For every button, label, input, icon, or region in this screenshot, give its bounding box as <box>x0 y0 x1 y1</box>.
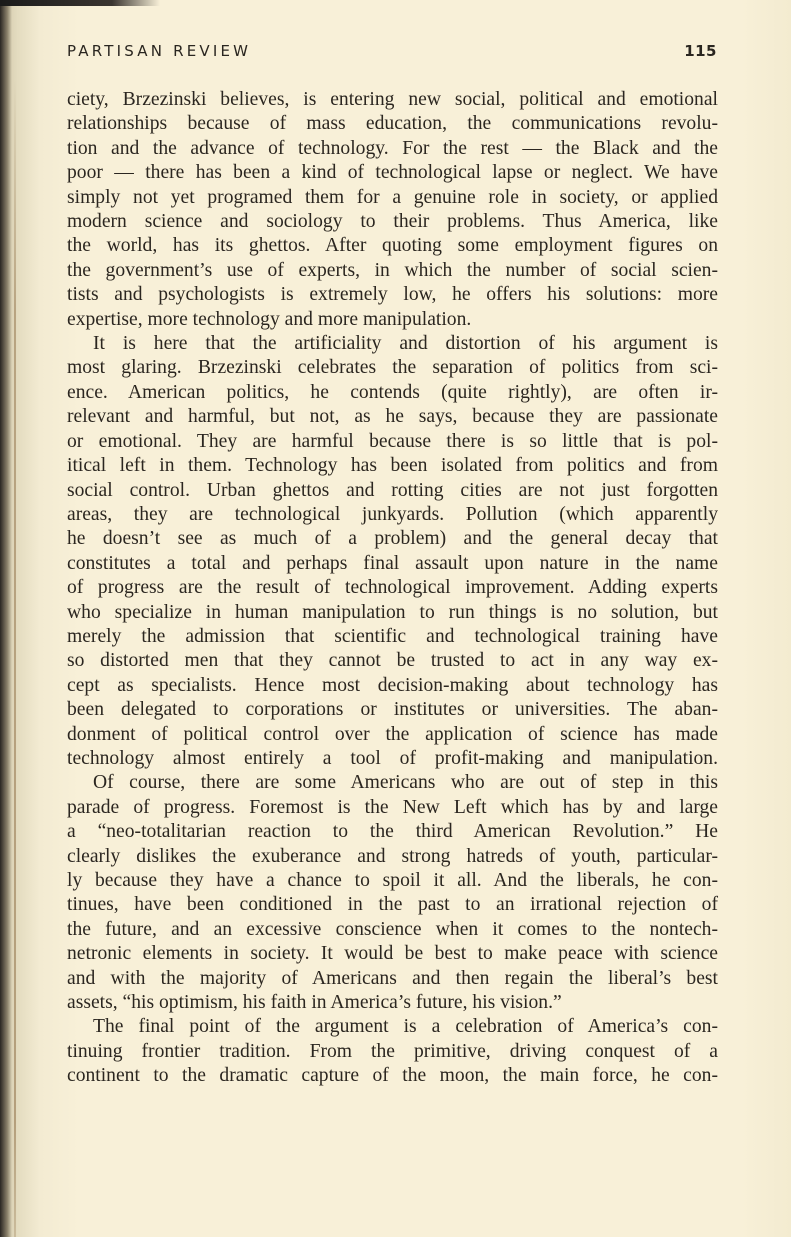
text-line: of progress are the result of technological improvement. Adding experts <box>67 577 718 599</box>
text-line: most glaring. Brzezinski celebrates the separation of politics from sci- <box>67 357 718 379</box>
text-line: modern science and sociology to their problems. Thus America, like <box>67 211 718 233</box>
text-line: relevant and harmful, but not, as he says, because they are passionate <box>67 406 718 428</box>
text-line: tinues, have been conditioned in the past to an irrational rejection of <box>67 894 718 916</box>
text-line: expertise, more technology and more manipulation. <box>67 308 472 330</box>
text-line: merely the admission that scientific and technological training have <box>67 625 718 647</box>
scan-shadow <box>0 0 160 6</box>
text-line: donment of political control over the application of science has made <box>67 723 718 745</box>
text-line: who specialize in human manipulation to run things is no solution, but <box>67 601 718 623</box>
page-header <box>67 42 717 66</box>
paragraph-first-line: The final point of the argument is a celebration of America’s con- <box>93 1016 718 1038</box>
paragraph-first-line: Of course, there are some Americans who are out of step in this <box>93 772 718 794</box>
text-line: social control. Urban ghettos and rotting cities are not just forgotten <box>67 479 718 501</box>
text-line: tists and psychologists is extremely low, he offers his solutions: more <box>67 284 718 306</box>
book-binding-edge <box>0 0 12 1237</box>
text-line: areas, they are technological junkyards. Pollution (which apparently <box>67 503 718 525</box>
text-line: simply not yet programed them for a genuine role in society, or applied <box>67 186 718 208</box>
text-line: constitutes a total and perhaps final assault upon nature in the name <box>67 552 718 574</box>
text-line: and with the majority of Americans and then regain the liberal’s best <box>67 967 718 989</box>
text-line: so distorted men that they cannot be trusted to act in any way ex- <box>67 650 718 672</box>
page-number: 115 <box>684 42 717 60</box>
text-line: tinuing frontier tradition. From the primitive, driving conquest of a <box>67 1040 718 1062</box>
text-line: clearly dislikes the exuberance and strong hatreds of youth, particular- <box>67 845 718 867</box>
text-line: parade of progress. Foremost is the New Left which has by and large <box>67 796 718 818</box>
paragraph-first-line: It is here that the artificiality and distortion of his argument is <box>93 333 718 355</box>
text-line: cept as specialists. Hence most decision-making about technology has <box>67 674 718 696</box>
text-line: ly because they have a chance to spoil it all. And the liberals, he con- <box>67 870 718 891</box>
text-line: the world, has its ghettos. After quoting some employment figures on <box>67 235 718 257</box>
running-head: PARTISAN REVIEW <box>67 42 252 60</box>
text-line: continent to the dramatic capture of the moon, the main force, he con- <box>67 1065 718 1087</box>
text-line: the government’s use of experts, in which the number of social scien- <box>67 259 718 281</box>
text-line: itical left in them. Technology has been isolated from politics and from <box>67 455 718 477</box>
text-line: ciety, Brzezinski believes, is entering new social, political and emotional <box>67 89 718 110</box>
text-line: he doesn’t see as much of a problem) and the general decay that <box>67 528 718 550</box>
text-line: relationships because of mass education, the communications revolu- <box>67 113 718 135</box>
text-line: been delegated to corporations or institutes or universities. The aban- <box>67 699 718 721</box>
page-gutter <box>14 80 16 1237</box>
text-line: poor — there has been a kind of technological lapse or neglect. We have <box>67 162 718 184</box>
text-line: the future, and an excessive conscience when it comes to the nontech- <box>67 918 718 940</box>
text-line: technology almost entirely a tool of profit-making and manipulation. <box>67 747 718 769</box>
text-line: or emotional. They are harmful because there is so little that is pol- <box>67 430 718 452</box>
body-text <box>67 88 718 1089</box>
text-line: tion and the advance of technology. For the rest — the Black and the <box>67 137 718 159</box>
text-line: a “neo-totalitarian reaction to the third American Revolution.” He <box>67 821 718 843</box>
text-line: assets, “his optimism, his faith in America’s future, his vision.” <box>67 992 562 1014</box>
text-line: netronic elements in society. It would be best to make peace with science <box>67 943 718 965</box>
text-line: ence. American politics, he contends (quite rightly), are often ir- <box>67 381 718 403</box>
